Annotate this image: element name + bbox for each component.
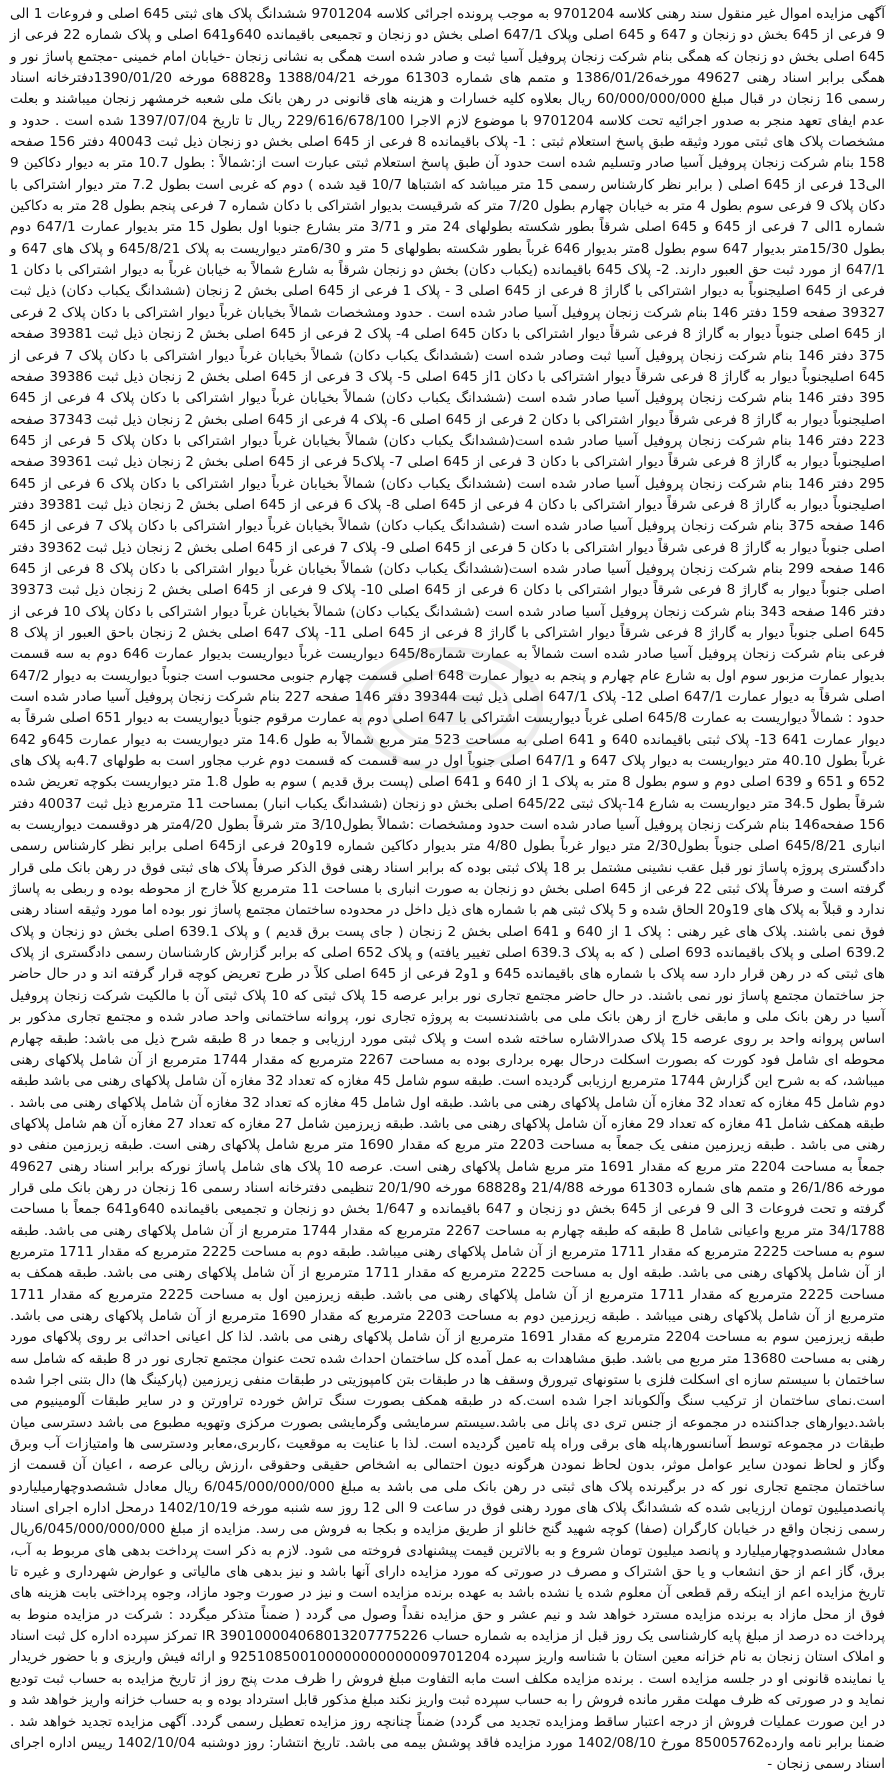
auction-notice-text: آگهی مزایده اموال غیر منقول سند رهنی کلاسه 9701204 به موجب پرونده اجرائی کلاسه 9701204 ششدانگ پلاک های ثبتی 645 اصلی و فروعات 1 الی 9 فرعی از 645 بخش دو زنجان و 647 و 645 اصلی وپلاک 647/1 اصلی بخش دو زنجان و تجمیعی باقیمانده 640و641 اصلی و پلاک شماره 22 فرعی از 645 اصلی بخش دو زنجان که همگی بنام شرکت زنجان پروفیل آسیا ثبت و صادر شده است همگی به نشانی زنجان -خیابان امام خمینی -مجتمع پاساژ نور و همگی برابر اسناد رهنی 49627 مورخه1386/01/26 و متمم های شماره 61303 مورخه 1388/04/21 و68828 مورخه 1390/01/20دفترخانه اسناد رسمی 16 زنجان در قبال مبلغ 60/000/000/000 ریال بعلاوه کلیه خسارات و هزینه های قانونی در رهن بانک ملی شعبه خرمشهر زنجان میباشند و بعلت عدم ایفای تعهد منجر به صدور اجرائیه تحت کلاسه 9701204 با موضوع لازم الاجرا 229/616/678/100 ریال تا تاریخ 1397/07/04 شده است . حدود و مشخصات پلاک های ثبتی مورد وثیقه طبق پاسخ استعلام ثبتی : 1- پلاک باقیمانده 8 فرعی از 645 اصلی بخش دو زنجان ذیل ثبت 40043 دفتر 156 صفحه 158 بنام شرکت زنجان پروفیل آسیا صادر وتسلیم شده است حدود آن طبق پاسخ استعلام ثبتی عبارت است از:شمالاً : بطول 10.7 متر به دیوار دکاکین 9 الی13 فرعی از 645 اصلی ( برابر نظر کارشناس رسمی 15 متر میباشد که اشتباها 10/7 قید شده ) دوم که غربی است بطول 7.2 متر دیوار اشتراکی با دکان پلاک 9 فرعی سوم بطول 4 متر به خیابان چهارم بطول 7/20 متر که شرقیست بدیوار اشتراکی با دکان شماره 7 فرعی پنجم بطول 28 متر به دکاکین شماره 1الی 7 فرعی از 645 و 645 اصلی شرقاً بطور شکسته بطولهای 24 متر و 3/71 متر بشارع جنوبا اول بطول 15 متر بدیوار عمارت 647/1 دوم بطول 15/30متر بدیوار 647 سوم بطول 8متر بدیوار 646 غرباً بطور شکسته بطولهای 5 متر و 6/30متر دیواریست به پلاک 645/8/21 و پلاک های 647 و 647/1 از مورد ثبت حق العبور دارند. 2- پلاک 645 باقیمانده (یکباب دکان) بخش دو زنجان شرقاً به شارع شمالاً به خیابان غرباً به دیوار اشتراکی با دکان 1 فرعی از 645 اصلیجنوباً به دیوار اشتراکی با گاراژ 8 فرعی از 645 اصلی 3 - پلاک 1 فرعی از 645 اصلی بخش 2 زنجان (ششدانگ یکباب دکان) ذیل ثبت 39327 صفحه 159 دفتر 146 بنام شرکت زنجان پروفیل آسیا صادر شده است . حدود ومشخصات شمالاً بخیابان غرباً دیوار اشتراکی با دکان پلاک 2 فرعی از 645 اصلی جنوباً دیوار به گاراژ 8 فرعی شرقاً دیوار اشتراکی با دکان 645 اصلی 4- پلاک 2 فرعی از 645 اصلی بخش 2 زنجان ذیل ثبت 39381 صفحه 375 دفتر 146 بنام شرکت زنجان پروفیل آسیا ثبت وصادر شده است (ششدانگ یکباب دکان) شمالاً بخیابان غرباً دیوار اشتراکی با دکان پلاک 7 فرعی از 645 اصلیجنوباً دیوار به گاراژ 8 فرعی شرقاً دیوار اشتراکی با دکان 1از 645 اصلی 5- پلاک 3 فرعی از 645 اصلی بخش 2 زنجان ذیل ثبت 39386 صفحه 395 دفتر 146 بنام شرکت زنجان پروفیل آسیا صادر شده است (ششدانگ یکباب دکان) شمالاً بخیابان غرباً دیوار اشتراکی با دکان پلاک 4 فرعی از 645 اصلیجنوباً دیوار به گاراژ 8 فرعی شرقاً دیوار اشتراکی با دکان 2 فرعی از 645 اصلی 6- پلاک 4 فرعی از 645 اصلی بخش 2 زنجان ذیل ثبت 37343 صفحه 223 دفتر 146 بنام شرکت زنجان پروفیل آسیا صادر شده است(ششدانگ یکباب دکان) شمالاً بخیابان غرباً دیوار اشتراکی با دکان پلاک 5 فرعی از 645 اصلیجنوباً دیوار به گاراژ 8 فرعی شرقاً دیوار اشتراکی با دکان 3 فرعی از 645 اصلی 7- پلاک5 فرعی از 645 اصلی بخش 2 زنجان ذیل ثبت 39361 صفحه 295 دفتر 146 بنام شرکت زنجان پروفیل آسیا صادر شده است (ششدانگ یکباب دکان) شمالاً بخیابان غرباً دیوار اشتراکی با دکان پلاک 6 فرعی از 645 اصلیجنوباً دیوار به گاراژ 8 فرعی شرقاً دیوار اشتراکی با دکان 4 فرعی از 645 اصلی 8- پلاک 6 فرعی از 645 اصلی بخش 2 زنجان ذیل ثبت 39381 دفتر 146 صفحه 375 بنام شرکت زنجان پروفیل آسیا صادر شده است (ششدانگ یکباب دکان) شمالاً بخیابان غرباً دیوار اشتراکی با دکان پلاک 7 فرعی از 645 اصلی جنوباً دیوار به گاراژ 8 فرعی شرقاً دیوار اشتراکی با دکان 5 فرعی از 645 اصلی 9- پلاک 7 فرعی از 645 اصلی بخش 2 زنجان ذیل ثبت 39362 دفتر 146 صفحه 299 بنام شرکت زنجان پروفیل آسیا صادر شده است(ششدانگ یکباب دکان) شمالاً بخیابان غرباً دیوار اشتراکی با دکان پلاک 8 فرعی از 645 اصلی جنوباً دیوار به گاراژ 8 فرعی شرقاً دیوار اشتراکی با دکان 6 فرعی از 645 اصلی 10- پلاک 9 فرعی از 645 اصلی بخش 2 زنجان ذیل ثبت 39373 دفتر 146 صفحه 343 بنام شرکت زنجان پروفیل آسیا صادر شده است (ششدانگ یکباب دکان) شمالاً بخیابان غرباً دیوار اشتراکی با دکان پلاک 10 فرعی از 645 اصلی جنوباً دیوار به گاراژ 8 فرعی شرقاً دیوار اشتراکی با گاراژ 8 فرعی از 645 اصلی 11- پلاک 647 اصلی بخش 2 زنجان باحق العبور از پلاک 8 فرعی بنام شرکت زنجان پروفیل آسیا صادر شده است شمالاً به عمارت شماره645/8 دیواریست غرباً دیواریست بدیوار عمارت 646 دوم به سه قسمت بدیوار عمارت مزبور سوم اول به شارع عام چهارم و پنجم به دیوار عمارت 648 اصلی قسمت چهارم جنوبی محسوب است جنوباً دیواریست به دیوار 647/2 اصلی شرقاً به دیوار عمارت 647/1 اصلی 12- پلاک 647/1 اصلی ذیل ثبت 39344 دفتر 146 صفحه 227 بنام شرکت زنجان پروفیل آسیا صادر شده است حدود : شمالاً دیواریست به عمارت 645/8 اصلی غرباً دیواریست اشتراکی با 647 اصلی دوم به عمارت مرقوم جنوباً دیواریست به دیوار 651 اصلی شرقاً به دیوار عمارت 641 13- پلاک ثبتی باقیمانده 640 و 641 اصلی به مساحت 523 متر مربع شمالاً به طول 14.6 متر دیواریست به دیوار عمارت 645و 642 غرباً بطول 40.10 متر دیواریست به دیوار پلاک 647 و 647/1 اصلی جنوباً اول در سه قسمت که قسمت دوم غرب مجاور است به طولهای 4.7به پلاک های 652 و 651 و 639 اصلی دوم و سوم بطول 8 متر به پلاک 1 از 640 و 641 اصلی (پست برق قدیم ) سوم به طول 1.8 متر دیواریست بکوچه تعریض شده شرقاً بطول 34.5 متر دیواریست به شارع 14-پلاک ثبتی 645/22 اصلی بخش دو زنجان (ششدانگ یکباب انبار) بمساحت 11 مترمربع ذیل ثبت 40037 دفتر 156 صفحه146 بنام شرکت زنجان پروفیل آسیا صادر شده است حدود ومشخصات :شمالاً بطول3/10 متر شرقاً بطول 4/20متر هر دوقسمت دیواریست به انباری 645/8/21 اصلی جنوباً بطول2/30 متر دیوار غرباً بطول 4/80 متر بدیوار دکاکین شماره 19و20 فرعی از645 اصلی برابر نظر کارشناس رسمی دادگستری پروژه پاساژ نور قبل عقب نشینی مشتمل بر 18 پلاک ثبتی بوده که برابر اسناد رهنی فوق الذکر صرفاً پلاک های ثبتی فوق در رهن بانک ملی قرار گرفته است و صرفاً پلاک ثبتی 22 فرعی از 645 اصلی بخش دو زنجان به صورت انباری با مساحت 11 مترمربع کلاً خارج از محوطه بوده و ربطی به پاساژ ندارد و قبلاً به پلاک های 19و20 الحاق شده و 5 پلاک ثبتی هم با شماره های ذیل داخل در محدوده ساختمان مجتمع پاساژ نور بوده اما مورد وثیقه اسناد رهنی فوق نمی باشند. پلاک های غیر رهنی : پلاک 1 از 640 و 641 اصلی بخش 2 زنجان ( جای پست برق قدیم ) و پلاک 639.1 اصلی بخش دو زنجان و پلاک 639.2 اصلی و پلاک باقیمانده 693 اصلی ( که به پلاک 639.3 اصلی تغییر یافته) و پلاک 652 اصلی که برابر گزارش کارشناسان رسمی دادگستری از پلاک های ثبتی که در رهن قرار دارد سه پلاک با شماره های باقیمانده 645 و 1و2 فرعی از 645 اصلی کلاً در طرح تعریض کوچه قرار گرفته اند و در حال حاضر جز ساختمان مجتمع پاساژ نور نمی باشند. در حال حاضر مجتمع تجاری نور برابر عرصه 15 پلاک ثبتی که 10 پلاک ثبتی آن با مالکیت شرکت زنجان پروفیل آسیا در رهن بانک ملی و مابقی خارج از رهن بانک ملی می باشندنسبت به پروژه تجاری نور، پروانه ساختمانی واحد صادر شده و مجتمع تجاری مذکور بر اساس پروانه واحد بر روی عرصه 15 پلاک صدرالاشاره ساخته شده است و پلاک ثبتی مورد ارزیابی و جمعا در 8 طبقه شرح ذیل می باشد: طبقه چهارم محوطه ای شامل فود کورت که بصورت اسکلت درحال بهره برداری بوده به مساحت 2267 مترمربع که مقدار 1744 مترمربع از آن شامل پلاکهای رهنی میباشد، که به شرح این گزارش 1744 مترمربع ارزیابی گردیده است. طبقه سوم شامل 45 مغازه که تعداد 32 مغازه آن شامل پلاکهای رهنی می باشد طبقه دوم شامل 45 مغازه که تعداد 32 مغازه آن شامل پلاکهای رهنی می باشد. طبقه اول شامل 45 مغازه که تعداد 32 مغازه آن شامل پلاکهای رهنی می باشد . طبقه همکف شامل 41 مغازه که تعداد 29 مغازه آن شامل پلاکهای رهنی می باشد. طبقه زیرزمین شامل 27 مغازه که تعداد 27 مغازه آن هم شامل پلاکهای رهنی می باشد . طبقه زیرزمین منفی یک جمعاً به مساحت 2203 متر مربع که مقدار 1690 متر مربع شامل پلاکهای رهنی است. طبقه زیرزمین منفی دو جمعاً به مساحت 2204 متر مربع که مقدار 1691 متر مربع شامل پلاکهای رهنی است. عرصه 10 پلاک های شامل پاساژ نورکه برابر اسناد رهنی 49627 مورخه 26/1/86 و متمم های شماره 61303 مورخه 21/4/88 و68828 مورخه 20/1/90 تنظیمی دفترخانه اسناد رسمی 16 زنجان در رهن بانک ملی قرار گرفته و تحت فروعات 3 الی 9 فرعی از 645 بخش دو زنجان و 647 باقیمانده و 1/647 بخش دو زنجان و تجمیعی باقیمانده 640و641 جمعاً با مساحت 34/1788 متر مربع واعیانی شامل 8 طبقه که طبقه چهارم به مساحت 2267 مترمربع که مقدار 1744 مترمربع از آن شامل پلاکهای رهنی می باشد. طبقه سوم به مساحت 2225 مترمربع که مقدار 1711 مترمربع از آن شامل پلاکهای رهنی میباشد. طبقه دوم به مساحت 2225 مترمربع که مقدار 1711 مترمربع از آن شامل پلاکهای رهنی می باشد. طبقه اول به مساحت 2225 مترمربع که مقدار 1711 مترمربع از آن شامل پلاکهای رهنی می باشد. طبقه همکف به مساحت 2225 مترمربع که مقدار 1711 مترمربع از آن شامل پلاکهای رهنی می باشد. طبقه زیرزمین اول به مساحت 2225 مترمربع که مقدار 1711 مترمربع از آن شامل پلاکهای رهنی میباشد . طبقه زیرزمین دوم به مساحت 2203 مترمربع که مقدار 1690 مترمربع از آن شامل پلاکهای رهنی می باشد. طبقه زیرزمین سوم به مساحت 2204 مترمربع که مقدار 1691 مترمربع از آن شامل پلاکهای رهنی می باشد. لذا کل اعیانی احداثی بر روی پلاکهای مورد رهنی به مساحت 13680 متر مربع می باشد. طبق مشاهدات به عمل آمده کل ساختمان احداث شده تحت عنوان مجتمع تجاری نور در 8 طبقه که شامل سه ساختمان با سیستم سازه ای اسکلت فلزی با ستونهای تیرورق وسقف ها در طبقات بتن کامپوزیتی در طبقات منفی زیرزمین (پارکینگ ها) دال بتنی اجرا شده است.نمای ساختمان از ترکیب سنگ وآلکوباند اجرا شده است.که در طبقه همکف بصورت سنگ تراش خورده تراورتن و در سایر طبقات آلومینیوم می باشد.دیوارهای جداکننده در مجموعه از جنس تری دی پانل می باشد.سیستم سرمایشی وگرمایشی بصورت مرکزی وتهویه مطبوع می باشد دسترسی میان طبقات در مجموعه توسط آسانسورها،پله های برقی وراه پله تامین گردیده است. لذا با عنایت به موقعیت ،کاربری،معابر ودسترسی ها وامتیازات آب وبرق وگاز و لحاظ نمودن سایر عوامل موثر، بدون لحاظ نمودن هرگونه دیون احتمالی به اشخاص حقیقی وحقوقی ،ارزش ریالی عرصه ، اعیان آن قسمت از ساختمان مجتمع تجاری نور که در برگیرنده پلاک های ثبتی در رهن بانک ملی می باشد به مبلغ 6/045/000/000/000 ریال معادل ششصدوچهارمیلیاردو پانصدمیلیون تومان ارزیابی شده که ششدانگ پلاک های مورد رهنی فوق در ساعت 9 الی 12 روز سه شنبه مورخه 1402/10/19 درمحل اداره اجرای اسناد رسمی زنجان واقع در خیابان کارگران (صفا) کوچه شهید گنج خانلو از طریق مزایده و بکجا به فروش می رسد. مزایده از مبلغ 6/045/000/000/000ریال معادل ششصدوچهارمیلیارد و پانصد میلیون تومان شروع و به بالاترین قیمت پیشنهادی فروخته می شود. لازم به ذکر است پرداخت بدهی های مربوط به آب، برق، گاز اعم از حق انشعاب و یا حق اشتراک و مصرف در صورتی که مورد مزایده دارای آنها باشد و نیز بدهی های مالیاتی و عوارض شهرداری و غیره تا تاریخ مزایده اعم از اینکه رقم قطعی آن معلوم شده یا نشده باشد به عهده برنده مزایده است و نیز در صورت وجود مازاد، وجوه پرداختی بابت هزینه های فوق از محل مازاد به برنده مزایده مسترد خواهد شد و نیم عشر و حق مزایده نقداً وصول می گردد ( ضمناً متذکر میگردد : شرکت در مزایده منوط به پرداخت ده درصد از مبلغ پایه کارشناسی یک روز قبل از مزایده به شماره حساب IR 390100004068013207775226 تمرکز سپرده اداره کل ثبت اسناد و املاک استان زنجان به نام خزانه معین استان با شناسه واریز سپرده 925108500100000000000009701204 و ارائه فیش واریزی و با حضور خریدار یا نماینده قانونی او در جلسه مزایده است . برنده مزایده مکلف است مابه التفاوت مبلغ فروش را ظرف مدت پنج روز از تاریخ مزایده به حساب ثبت تودیع نماید و در صورتی که ظرف مهلت مقرر مانده فروش را به حساب سپرده ثبت واریز نکند مبلغ مذکور قابل استرداد بوده و به حساب خزانه واریز خواهد شد و در این صورت عملیات فروش از درجه اعتبار ساقط ومزایده تجدید می گردد) ضمناً چنانچه روز مزایده تعطیل رسمی گردد. آگهی مزایده تجدید خواهد شد . ضمنا برابر نامه وارده85005762 مورخ 1402/08/10 مورد مزایده فاقد پوشش بیمه می باشد. تاریخ انتشار: روز دوشنبه 1402/10/04 رییس اداره اجرای اسناد رسمی زنجان - <box>10 6 886 1773</box>
